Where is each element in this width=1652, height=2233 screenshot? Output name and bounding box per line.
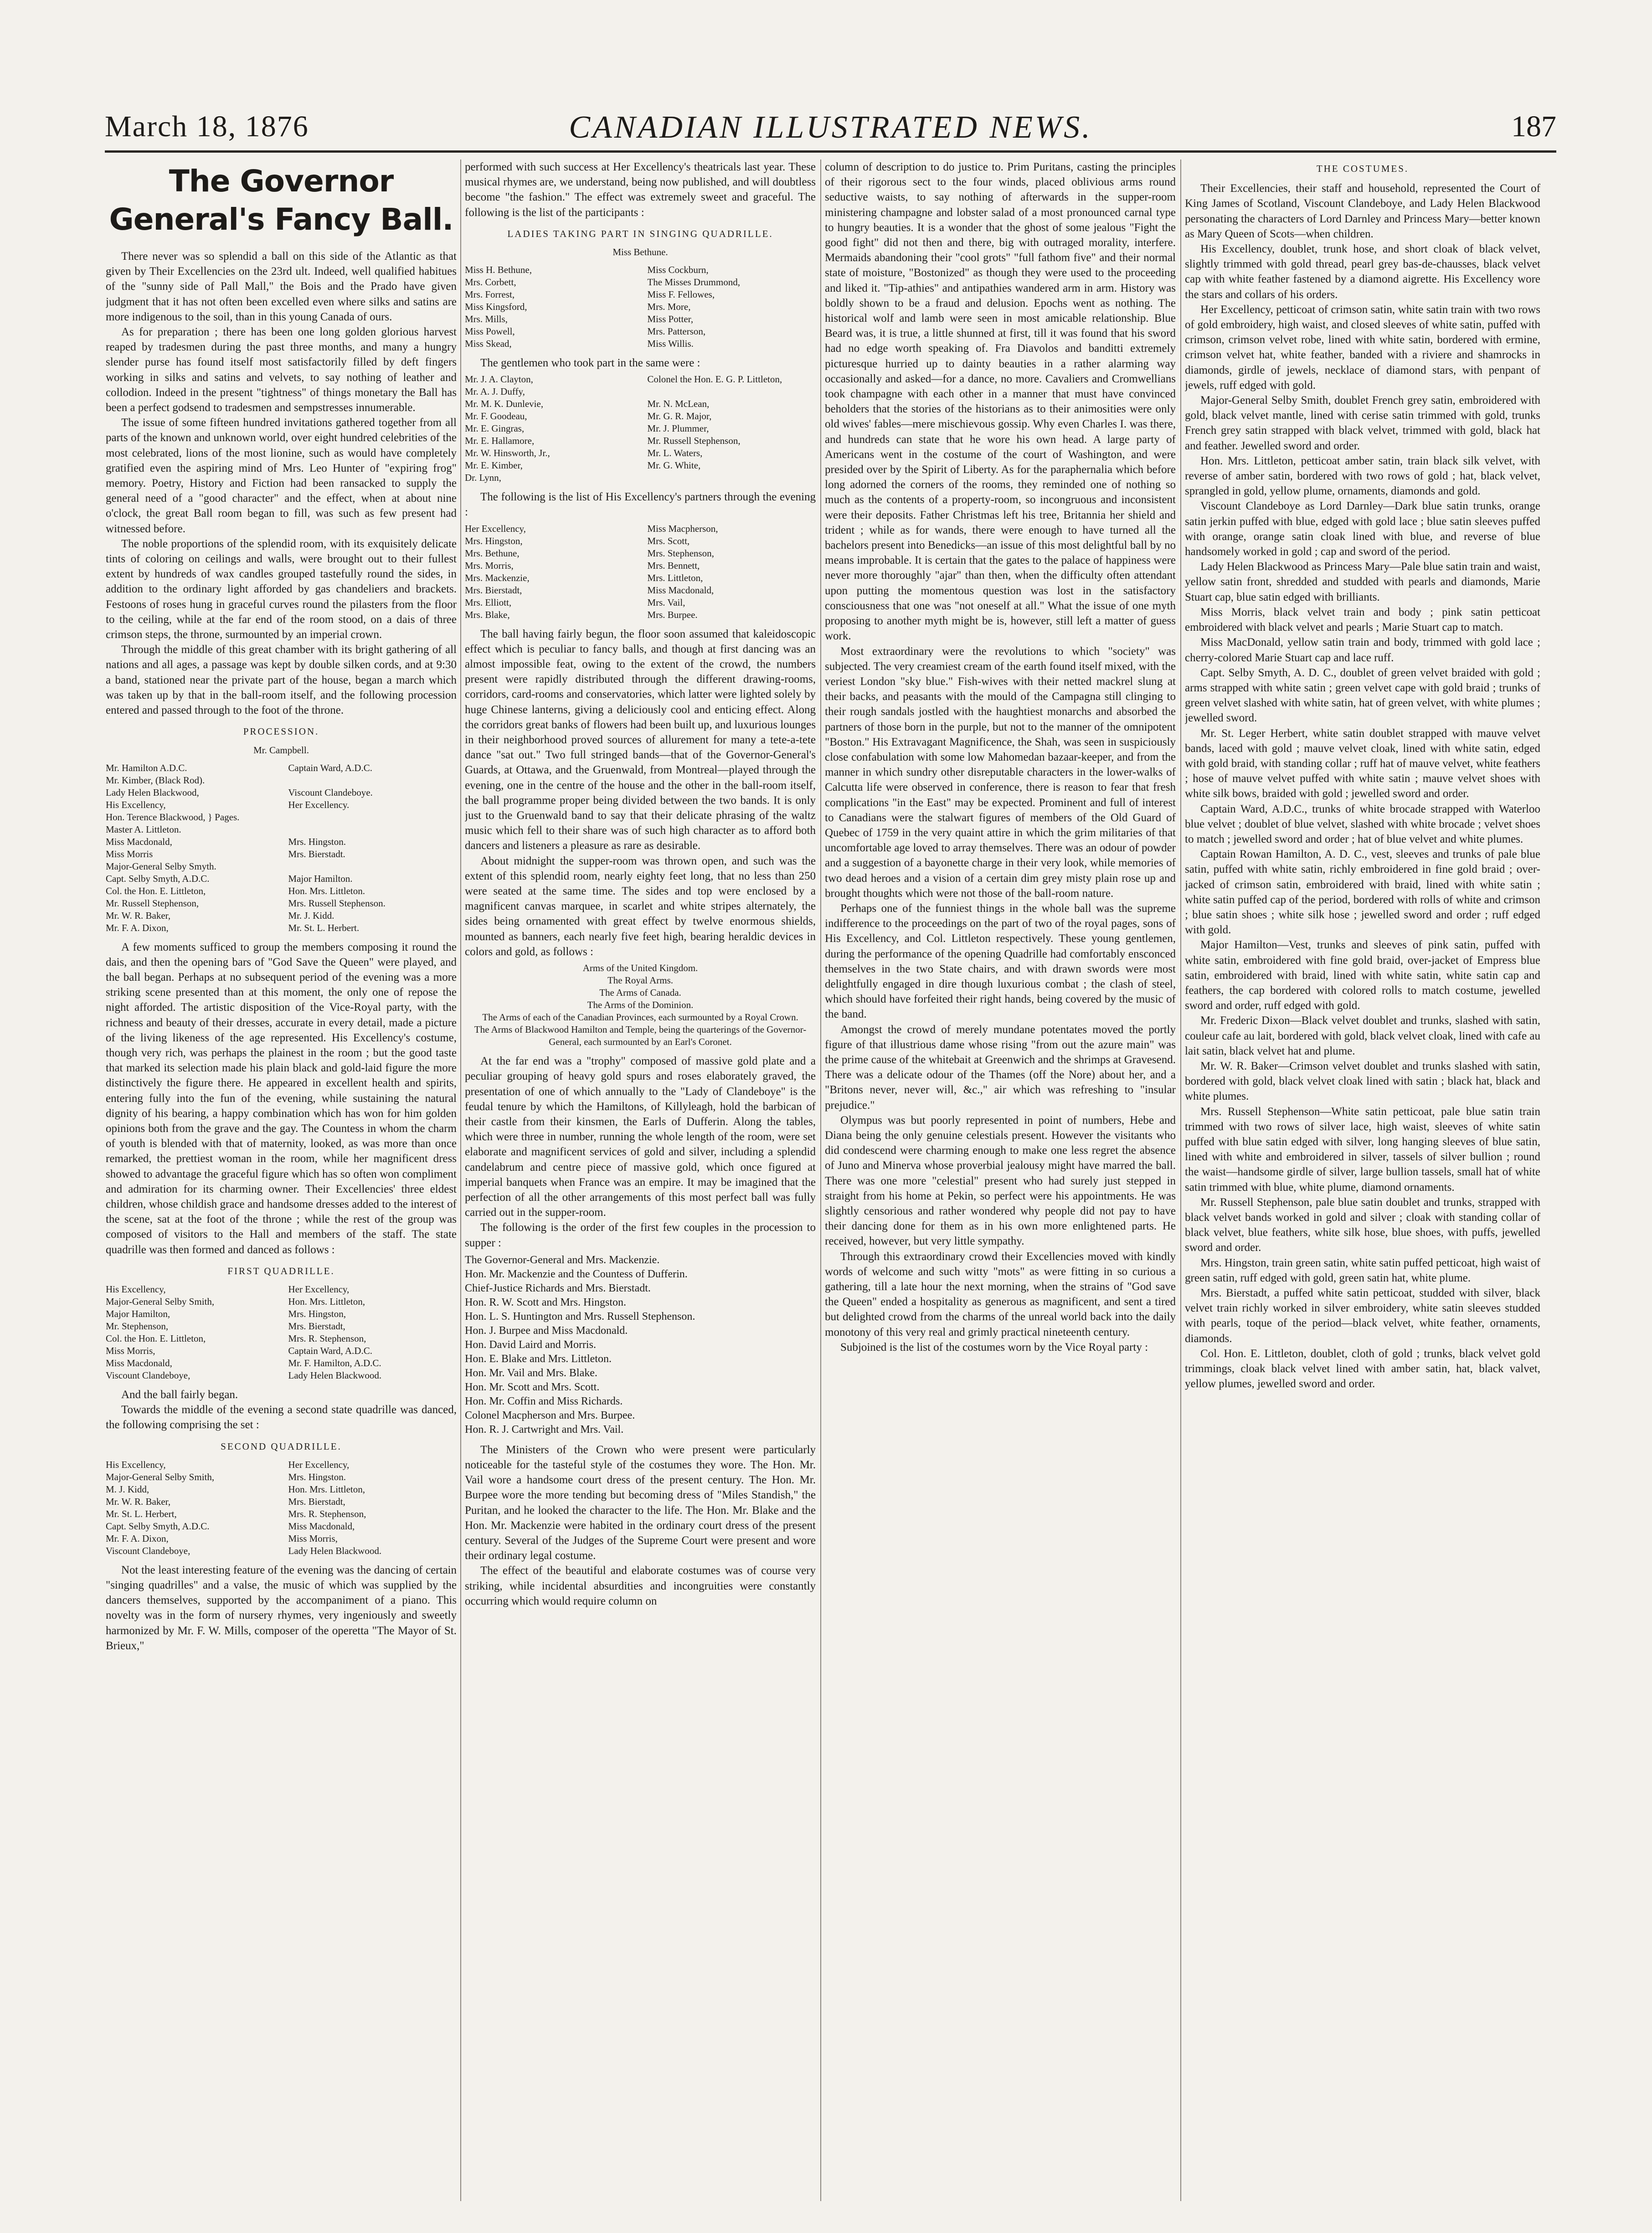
name-entry: Mrs. Bierstadt, (465, 584, 522, 596)
masthead: CANADIAN ILLUSTRATED NEWS. (569, 110, 1092, 145)
paragraph: Mrs. Bierstadt, a puffed white satin petticoat, studded with silver, black velvet train richly worked in silver embroidery, white satin sleeves studded with pearls, toque of the period—black velvet, white feather, ornaments, diamonds. (1185, 1287, 1540, 1345)
name-row (465, 338, 816, 350)
name-entry: Miss Morris, (106, 1345, 155, 1356)
name-row (465, 447, 816, 459)
name-entry: Miss Macdonald, (106, 1357, 172, 1369)
name-entry: Major-General Selby Smith, (106, 1471, 215, 1482)
name-row (106, 1296, 457, 1308)
name-entry: Mrs. Hingston. (288, 1471, 346, 1482)
paragraph: At the far end was a "trophy" composed of massive gold plate and a peculiar grouping of heavy gold spurs and roses elaborately graved, the presentation of one of which annually to the "Lady of Clandeboye" is the feudal tenure by which the Hamiltons, of Killyleagh, hold the barbican of their castle from their kinsmen, the Earls of Dufferin. Along the tables, which were three in number, running the whole length of the room, were set elaborate and magnificent services of gold and silver, including a splendid candelabrum and centre piece of massive gold, which once figured at imperial banquets when France was an empire. It may be imagined that the perfection of all the other arrangements of this most perfect ball was fully carried out in the supper-room. (465, 1055, 816, 1219)
name-entry: Colonel the Hon. E. G. P. Littleton, (647, 374, 782, 385)
name-row (465, 264, 816, 276)
page-header (105, 100, 1556, 155)
name-entry (288, 811, 457, 823)
name-entry: Mr. Russell Stephenson, (106, 897, 199, 909)
name-entry: His Excellency, (106, 1459, 166, 1470)
name-entry: Miss F. Fellowes, (647, 289, 715, 300)
list-line: Hon. J. Burpee and Miss Macdonald. (465, 1324, 628, 1337)
name-entry: Miss Macpherson, (647, 523, 718, 534)
name-row (106, 1520, 457, 1533)
name-entry: Mr. E. Gingras, (465, 423, 525, 434)
column-3 (825, 160, 1176, 2201)
name-entry: Mr. F. Hamilton, A.D.C. (288, 1357, 381, 1369)
name-entry: Capt. Selby Smyth, A.D.C. (106, 1520, 210, 1532)
paragraph: column of description to do justice to. Prim Puritans, casting the principles of their rigorous sect to the four winds, placed oblivious arms round seductive waists, to say nothing of afterwards in the supper-room ministering champagne and lobster salad of a most pronounced carnal type to hungry beauties. It is a wonder that the ghost of some jealous "Fight the good fight" did not then and there, big with outraged morality, interfere. Mermaids abandoning their "cool grots" "full fathom five" and their normal state of moisture, "Bostonized" as though they were used to the proceeding and liked it. "Tip-athies" and antipathies wandered arm in arm. History was boldly shown to be a fraud and delusion. Epochs went as nothing. The historical wolf and lamb were seen in most amicable relationship. Blue Beard was, it is true, a little shunned at first, till it was found that his sword had no edge worth speaking of. Fra Diavolos and banditti extremely picturesque hurried up to dainty beauties in a rather alarming way occasionally and asked—for a dance, no more. Cavaliers and Cromwellians took champagne with each other in a manner that must have convinced beholders that the stories of the historians as to their animosities were only old wives' fables—mere mischievous gossip. Why even Charles I. was there, and hundreds can state that he wore his own head. A large party of Americans went in the costume of the court of Washington, and were presided over by the Spirit of Liberty. As for the paraphernalia which before long adorned the corners of the rooms, they reminded one of nothing so much as the contents of a property-room, so incongruous and inconsistent were their deposits. Father Christmas left his tree, Britannia her shield and trident ; while as for wands, there were enough to have turned all the bachelors present into Benedicks—an issue of this most delightful ball by no means improbable. It is certain that the gates to the palace of happiness were never more thoroughly "ajar" than then, when the difficulty often attendant upon putting the momentous question was lost in the satisfactory consciousness that one was "not oneself at all." What the issue of one myth proposing to another myth might be is, however, still left a matter of guess work. (825, 161, 1176, 643)
name-entry: Hon. Mrs. Littleton, (288, 1296, 365, 1307)
gentlemen-list (465, 373, 816, 484)
name-row (465, 472, 816, 484)
name-entry: Miss Macdonald, (647, 584, 714, 596)
singing-lead: Miss Bethune. (612, 247, 668, 258)
name-entry: Mr. W. R. Baker, (106, 1496, 171, 1507)
name-entry: Mr. J. Plummer, (647, 423, 709, 434)
list-line: Colonel Macpherson and Mrs. Burpee. (465, 1409, 635, 1421)
list-line: Hon. Mr. Coffin and Miss Richards. (465, 1395, 623, 1407)
column-divider (460, 160, 461, 2201)
first-quadrille-heading: FIRST QUADRILLE. (227, 1265, 335, 1276)
name-entry: Her Excellency, (288, 1283, 350, 1295)
name-entry: His Excellency, (106, 799, 166, 810)
paragraph: Through the middle of this great chamber with its bright gathering of all nations and all ages, a passage was kept by double silken cords, and at 9:30 a band, stationed near the private part of the house, began a march which was taken up by that in the ball-room itself, and the following procession entered and passed through to the foot of the throne. (106, 643, 457, 717)
name-row (465, 572, 816, 584)
name-row (106, 848, 457, 860)
name-entry: Mr. W. R. Baker, (106, 910, 171, 921)
name-entry (288, 774, 457, 787)
name-entry: His Excellency, (106, 1283, 166, 1295)
name-entry: Mr. J. A. Clayton, (465, 374, 533, 385)
column-divider (820, 160, 821, 2201)
name-entry: Mrs. Scott, (647, 535, 690, 546)
paragraph: As for preparation ; there has been one long golden glorious harvest reaped by tradesmen during the past three months, and many a hungry slender purse has found itself most satisfactorily filled by deft fingers working in silks and satins and velvets, to say nothing of leather and collodion. Indeed in the present "tightness" of things monetary the Ball has been a perfect godsend to tradesmen and sempstresses innumerable. (106, 326, 457, 414)
column-divider (1180, 160, 1181, 2201)
name-row (465, 435, 816, 447)
name-row (465, 313, 816, 325)
name-entry: Mr. N. McLean, (647, 398, 710, 410)
paragraph: His Excellency, doublet, trunk hose, and short cloak of black velvet, slightly trimmed with gold thread, pearl grey bas-de-chausses, black velvet cap with white feather fastened by a diamond aigrette. His Excellency wore the stars and collars of his orders. (1185, 243, 1540, 301)
name-row (106, 1320, 457, 1333)
name-row (106, 885, 457, 897)
name-row (106, 910, 457, 922)
name-entry: Mrs. Vail, (647, 597, 685, 608)
name-entry (288, 823, 457, 836)
costumes-paragraphs (1185, 181, 1540, 1391)
name-entry: Major Hamilton, (106, 1308, 170, 1319)
name-entry: Viscount Clandeboye, (106, 1545, 190, 1556)
name-entry: Miss Kingsford, (465, 301, 527, 313)
list-line: Arms of the United Kingdom. (582, 962, 698, 974)
name-entry: The Misses Drummond, (647, 277, 740, 288)
name-entry: Captain Ward, A.D.C. (288, 762, 372, 773)
name-entry: Mr. Kimber, (Black Rod). (106, 774, 205, 786)
name-entry (647, 386, 816, 398)
list-line: The Arms of each of the Canadian Provinces, each surmounted by a Royal Crown. (482, 1012, 798, 1023)
name-row (106, 823, 457, 836)
name-entry: Mr. A. J. Duffy, (465, 386, 525, 397)
list-line: The Royal Arms. (607, 975, 674, 986)
name-row (106, 1508, 457, 1520)
paragraph: Their Excellencies, their staff and household, represented the Court of King James of Scotland, Viscount Clandeboye, and Lady Helen Blackwood personating the characters of Lord Darnley and Princess Mary—better known as Mary Queen of Scots—when children. (1185, 182, 1540, 240)
name-row (106, 1283, 457, 1296)
paragraph: Hon. Mrs. Littleton, petticoat amber satin, train black silk velvet, with reverse of amber satin, bordered with two rows of gold ; hat, black velvet, sprangled in gold, yellow plume, ornaments, diamonds and gold. (1185, 454, 1540, 498)
paragraph: There never was so splendid a ball on this side of the Atlantic as that given by Their Excellencies on the 23rd ult. Indeed, well qualified habitues of the "sunny side of Pall Mall," the Bois and the Prado have given judgment that it has not often been excelled even where silks and satins are more indigenous to the soil, than in this young Canada of ours. (106, 250, 457, 323)
column-2 (465, 160, 816, 2201)
name-entry: Col. the Hon. E. Littleton, (106, 1333, 206, 1344)
name-entry: Mr. W. Hinsworth, Jr., (465, 448, 550, 459)
list-line: Hon. Mr. Mackenzie and the Countess of Dufferin. (465, 1268, 688, 1280)
paragraph: Her Excellency, petticoat of crimson satin, white satin train with two rows of gold embroidery, high waist, and closed sleeves of white satin, puffed with crimson, crimson velvet robe, lined with white satin, bordered with ermine, crimson velvet hat, white feather, banded with a riviere and shamrocks in diamonds, girdle of jewels, necklace of diamond stars, with penpant of jewels, ruff edged with gold. (1185, 303, 1540, 391)
list-line: The Arms of Canada. (599, 987, 681, 998)
name-row (106, 762, 457, 774)
name-entry: Miss Willis. (647, 338, 694, 350)
list-line: Hon. David Laird and Morris. (465, 1338, 596, 1351)
list-line: Hon. L. S. Huntington and Mrs. Russell Stephenson. (465, 1310, 695, 1322)
paragraph: Lady Helen Blackwood as Princess Mary—Pale blue satin train and waist, yellow satin front, shredded and studded with pearls and diamonds, Marie Stuart cap, blue satin edged with brilliants. (1185, 561, 1540, 603)
second-quadrille-heading: SECOND QUADRILLE. (221, 1441, 342, 1452)
name-row (106, 1459, 457, 1471)
paragraph: The ball having fairly begun, the floor soon assumed that kaleidoscopic effect which is peculiar to fancy balls, and though at first dancing was an almost impossible feat, owing to the extent of the crowd, the numbers present were rapidly distributed through the different drawing-rooms, corridors, card-rooms and conservatories, which latter were lighted solely by huge Chinese lanterns, giving a deliciously cool and enticing effect. Along the corridors great banks of flowers had been built up, and luxurious lounges in their neighborhood proved sources of allurement for many a tete-a-tete dance "sat out." Two full stringed bands—that of the Governor-General's Guards, at Ottawa, and the Gruenwald, from Montreal—played through the evening, one in the centre of the house and the other in the ball-room itself, the ball programme proper being divided between the two bands. It is only just to the Gruenwald band to say that their delicate phrasing of the waltz music which fell to their share was of such high character as to afford both dancers and listeners a pleasure as rare as desirable. (465, 628, 816, 852)
procession-lead: Mr. Campbell. (253, 744, 309, 756)
name-row (106, 1308, 457, 1320)
article-title: The Governor General's Fancy Ball. (109, 164, 453, 237)
name-entry: Viscount Clandeboye. (288, 787, 373, 798)
paragraph: The Ministers of the Crown who were present were particularly noticeable for the tasteful style of the costumes they wore. The Hon. Mr. Vail wore a handsome court dress of the present century. The Hon. Mr. Burpee wore the more tending but becoming dress of "Miles Standish," the Puritan, and he looked the character to the life. The Hon. Mr. Blake and the Hon. Mr. Mackenzie were habited in the ordinary court dress of the present century. Several of the Judges of the Supreme Court were present and wore their ordinary legal costume. (465, 1443, 816, 1562)
paragraph: Col. Hon. E. Littleton, doublet, cloth of gold ; trunks, black velvet gold trimmings, cloak black velvet lined with amber satin, hat, black valvet, yellow plumes, jewelled sword and order. (1185, 1347, 1540, 1390)
name-row (106, 1545, 457, 1557)
paragraph: The noble proportions of the splendid room, with its exquisitely delicate tints of coloring on ceilings and walls, were brought out to their fullest extent by hundreds of wax candles grouped tastefully round the sides, in addition to the ordinary light afforded by gas chandeliers and brackets. Festoons of roses hung in graceful curves round the pilasters from the floor to the ceiling, while at the far end of the room stood, on a dais of three crimson steps, the throne, surmounted by an imperial crown. (106, 537, 457, 641)
name-row (465, 288, 816, 301)
name-entry: Mr. Stephenson, (106, 1320, 169, 1332)
paragraph: Mr. St. Leger Herbert, white satin doublet strapped with mauve velvet bands, laced with gold ; mauve velvet cloak, lined with white satin, edged with gold braid, with standing collar ; ruff hat of mauve velvet, white feathers ; hose of mauve velvet puffed with white satin ; mauve velvet shoes with white silk bows, braided with gold ; jewelled sword and order. (1185, 727, 1540, 800)
paragraph: Major Hamilton—Vest, trunks and sleeves of pink satin, puffed with white satin, embroidered with fine gold braid, over-jacket of Empress blue satin, embroidered with braid, lined with white satin, white satin cap and feathers, the cap bordered with colored rolls to match costume, jewelled sword and order, ruff edged with gold. (1185, 939, 1540, 1012)
name-entry: Mr. F. A. Dixon, (106, 922, 169, 933)
paragraph: Through this extraordinary crowd their Excellencies moved with kindly words of welcome and such witty "mots" as were fitting in so curious a gathering, till a late hour the next morning, when the strains of "God save the Queen" ended a hospitality as generous as magnificent, and sent a tired but delighted crowd from the charms of the unreal world back into the daily monotony of this very real and grimly practical nineteenth century. (825, 1250, 1176, 1338)
list-line: Hon. R. J. Cartwright and Mrs. Vail. (465, 1423, 624, 1436)
name-entry: Mrs. Blake, (465, 609, 510, 620)
arms-list (465, 962, 816, 1048)
paragraph: The effect of the beautiful and elaborate costumes was of course very striking, while incidental absurdities and incongruities were constantly occurring which would require column on (465, 1564, 816, 1607)
name-row (106, 1369, 457, 1382)
name-row (106, 1533, 457, 1545)
name-row (465, 609, 816, 621)
supper-list (465, 1253, 816, 1437)
paragraph: Captain Rowan Hamilton, A. D. C., vest, sleeves and trunks of pale blue satin, puffed with white satin, richly embroidered in fine gold braid ; over-jacked of crimson satin, embroidered with braid, lined with white satin ; white satin puffed cap of the period, bordered with rolls of white and crimson ; blue satin shoes ; white silk hose ; jewelled sword and order ; ruff edged with gold. (1185, 848, 1540, 936)
name-entry: Mr. F. A. Dixon, (106, 1533, 169, 1544)
paragraph: Mrs. Russell Stephenson—White satin petticoat, pale blue satin train trimmed with two rows of silver lace, high waist, sleeves of white satin puffed with blue satin edged with silver, long hanging sleeves of blue satin, lined with white and embroidered in silver, tassels of silver bullion ; round the waist—handsome girdle of silver, large bullion tassels, small hat of white satin trimmed with blue, white plume, diamond ornaments. (1185, 1105, 1540, 1194)
name-entry: Mrs. Littleton, (647, 572, 703, 583)
name-entry: Miss Morris, (288, 1533, 338, 1544)
name-entry: Capt. Selby Smyth, A.D.C. (106, 873, 210, 884)
paragraph: Miss MacDonald, yellow satin train and body, trimmed with gold lace ; cherry-colored Marie Stuart cap and lace ruff. (1185, 636, 1540, 664)
name-row (106, 1357, 457, 1369)
name-entry: Mrs. R. Stephenson, (288, 1508, 366, 1519)
name-row (106, 1496, 457, 1508)
costumes-heading: THE COSTUMES. (1316, 163, 1409, 174)
name-row (106, 1345, 457, 1357)
name-row (465, 523, 816, 535)
paragraph: Mr. Russell Stephenson, pale blue satin doublet and trunks, strapped with black velvet bands worked in gold and silver ; cloak with standing collar of black velvet, blue feathers, white silk hose, blue shoes, with puffs, jewelled sword and order. (1185, 1196, 1540, 1254)
name-entry: Miss Macdonald, (288, 1520, 355, 1532)
name-row (465, 597, 816, 609)
name-entry: Mr. St. L. Herbert. (288, 922, 360, 933)
paragraph: A few moments sufficed to group the members composing it round the dais, and then the opening bars of "God Save the Queen" were played, and the ball began. Perhaps at no subsequent period of the evening was a more striking scene presented than at this moment, the only one of repose the night afforded. The artistic disposition of the Vice-Royal party, with the richness and beauty of their dresses, accurate in every detail, made a picture of the living likeness of the age represented. His Excellency's costume, though very rich, was perhaps the plainest in the room ; but the good taste that marked its selection made his plain black and gold-laid figure the more distinctively the figure there. He appeared in excellent health and spirits, entering fully into the fun of the evening, while sustaining the natural dignity of his bearing, a happy combination which has won for him golden opinions both from the grave and the gay. The Countess in whom the charm of youth is blended with that of maternity, looked, as was more than once remarked, the prettiest woman in the room, while her magnificent dress showed to advantage the graceful figure which has so often won compliment and admiration for its charming owner. Their Excellencies' three eldest children, whose childish grace and handsome dresses added to the interest of the scene, sat at the foot of the throne ; while the rest of the group was composed of visitors to the Hall and members of the staff. The state quadrille was then formed and danced as follows : (106, 941, 457, 1256)
paragraph: The gentlemen who took part in the same were : (480, 357, 700, 370)
name-row (106, 897, 457, 910)
name-entry: M. J. Kidd, (106, 1483, 149, 1495)
name-row (465, 459, 816, 472)
name-entry: Mrs. Russell Stephenson. (288, 897, 386, 909)
name-entry: Mrs. Mills, (465, 314, 508, 325)
name-entry: Mrs. Morris, (465, 560, 514, 571)
paragraph: Major-General Selby Smith, doublet French grey satin, embroidered with gold, black velvet mantle, lined with cerise satin trimmed with gold, trunks French grey satin strapped with black velvet, trimmed with gold, black hat and feather. Jewelled sword and order. (1185, 394, 1540, 452)
name-entry: Mrs. Burpee. (647, 609, 698, 620)
name-entry: Lady Helen Blackwood. (288, 1369, 382, 1381)
name-entry: Mrs. Stephenson, (647, 547, 714, 559)
singing-ladies-list (465, 264, 816, 350)
list-line: Hon. Mr. Scott and Mrs. Scott. (465, 1381, 600, 1393)
paragraph: Not the least interesting feature of the evening was the dancing of certain "singing quadrilles" and a valse, the music of which was supplied by the dancers themselves, supported by the accompaniment of a piano. This novelty was in the form of nursery rhymes, very ingeniously and sweetly harmonized by Mr. F. W. Mills, composer of the operetta "The Mayor of St. Brieux," (106, 1564, 457, 1652)
name-entry: Miss Cockburn, (647, 264, 709, 276)
name-row (465, 373, 816, 386)
name-row (106, 1483, 457, 1496)
name-row (106, 1333, 457, 1345)
name-entry: Mrs. Hingston, (288, 1308, 346, 1319)
name-entry: Hon. Terence Blackwood, } Pages. (106, 811, 240, 823)
name-entry: Mrs. Bierstadt, (288, 1320, 345, 1332)
name-row (106, 811, 457, 823)
second-quadrille-list (106, 1459, 457, 1557)
name-entry: Mrs. Hingston. (288, 836, 346, 847)
name-entry: Mrs. Bethune, (465, 547, 520, 559)
name-row (465, 301, 816, 313)
name-entry: Mrs. Forrest, (465, 289, 515, 300)
paragraph: The following is the order of the first few couples in the procession to supper : (465, 1221, 816, 1249)
name-entry: Col. the Hon. E. Littleton, (106, 885, 206, 896)
name-row (465, 560, 816, 572)
name-entry: Major-General Selby Smith, (106, 1296, 215, 1307)
name-row (106, 774, 457, 787)
name-row (465, 422, 816, 435)
name-entry: Major Hamilton. (288, 873, 353, 884)
header-rule (105, 150, 1556, 153)
name-row (465, 386, 816, 398)
paragraph: Mr. W. R. Baker—Crimson velvet doublet and trunks slashed with satin, bordered with gold, black velvet cloak lined with satin ; black hat, black and white plumes. (1185, 1060, 1540, 1103)
name-entry: Mrs. Bennett, (647, 560, 700, 571)
name-row (465, 547, 816, 560)
paragraph: Subjoined is the list of the costumes worn by the Vice Royal party : (840, 1341, 1148, 1353)
name-row (106, 787, 457, 799)
paragraph: Miss Morris, black velvet train and body ; pink satin petticoat embroidered with black velvet and pearls ; Marie Stuart cap to match. (1185, 606, 1540, 634)
name-entry: Mrs. Bierstadt, (288, 1496, 345, 1507)
list-line: The Governor-General and Mrs. Mackenzie. (465, 1254, 660, 1266)
name-entry: Mrs. More, (647, 301, 691, 313)
name-entry: Miss H. Bethune, (465, 264, 532, 276)
name-entry: Captain Ward, A.D.C. (288, 1345, 372, 1356)
name-entry: Hon. Mrs. Littleton, (288, 1483, 365, 1495)
name-row (106, 799, 457, 811)
name-entry: Mr. E. Hallamore, (465, 435, 535, 447)
name-entry: Mrs. R. Stephenson, (288, 1333, 366, 1344)
name-entry: Mr. J. Kidd. (288, 910, 335, 921)
name-entry: Miss Powell, (465, 326, 515, 337)
paragraph: Mr. Frederic Dixon—Black velvet doublet and trunks, slashed with satin, couleur cafe au lait, bordered with gold, black velvet cloak, lined with cafe au lait satin, black velvet hat and plume. (1185, 1014, 1540, 1057)
list-line: The Arms of Blackwood Hamilton and Temple, being the quarterings of the Governor-General, each surmounted by an Earl's Coronet. (474, 1024, 807, 1048)
list-line: Hon. Mr. Vail and Mrs. Blake. (465, 1367, 597, 1379)
name-row (106, 836, 457, 848)
name-entry: Miss Skead, (465, 338, 512, 350)
name-entry: Mrs. Elliott, (465, 597, 512, 608)
name-entry: Lady Helen Blackwood, (106, 787, 199, 798)
list-line: Hon. E. Blake and Mrs. Littleton. (465, 1353, 612, 1365)
name-entry: Mrs. Hingston, (465, 535, 523, 546)
name-entry: Mr. Hamilton A.D.C. (106, 762, 187, 773)
list-line: Hon. R. W. Scott and Mrs. Hingston. (465, 1296, 627, 1308)
paragraph: performed with such success at Her Excellency's theatricals last year. These musical rhymes are, we understand, being now published, and will doubtless become "the fashion." The effect was extremely sweet and graceful. The following is the list of the participants : (465, 161, 816, 219)
issue-date: March 18, 1876 (105, 110, 309, 143)
name-row (465, 584, 816, 597)
paragraph: Capt. Selby Smyth, A. D. C., doublet of green velvet braided with gold ; arms strapped with white satin ; green velvet cape with gold braid ; trunks of green velvet slashed with white satin, hat of green velvet, with white plumes ; jewelled sword. (1185, 666, 1540, 725)
name-entry (647, 472, 816, 484)
name-entry: Mr. Russell Stephenson, (647, 435, 741, 447)
paragraph: The following is the list of His Excellency's partners through the evening : (465, 491, 816, 519)
name-entry: Mrs. Bierstadt. (288, 848, 345, 859)
name-row (465, 410, 816, 422)
name-entry: Lady Helen Blackwood. (288, 1545, 382, 1556)
name-entry: Miss Morris (106, 848, 153, 859)
procession-heading: PROCESSION. (243, 726, 319, 737)
paragraph: Mrs. Hingston, train green satin, white satin puffed petticoat, high waist of green satin, ruff edged with gold, green satin hat, white plume. (1185, 1256, 1540, 1284)
name-entry: Mrs. Corbett, (465, 277, 516, 288)
name-row (465, 398, 816, 410)
column-4 (1185, 160, 1540, 2201)
paragraph: Most extraordinary were the revolutions to which "society" was subjected. The very creamiest cream of the earth found itself mixed, with the veriest London "sky blue." Fish-wives with their netted mackrel slung at their backs, and peasants with the mould of the Campagna still clinging to their rough sandals jostled with the haughtiest monarchs and absorbed the partners of those born in the purple, but not to the manner of the omnipotent "Boston." His Extravagant Magnificence, the Shah, was seen in suspiciously close confabulation with some low Mahomedan bazaar-keeper, and from the manner in which sundry other disreputable characters in the lower-walks of Calcutta life were observed in conference, there is reason to fear that fresh complications "in the East" may be expected. Prominent and full of interest to Canadians were the stalwart figures of members of the Old Guard of Quebec of 1759 in the very quaint attire in which the grim militaries of that uncomfortable age loved to array themselves. There was an odour of powder and a suggestion of a bayonette charge in their very look, while memories of two dead heroes and a vision of a certain dim grey misty plain rose up and brought thoughts which were not those of the ball-room nature. (825, 645, 1176, 900)
name-entry: Mr. E. Kimber, (465, 460, 523, 471)
name-row (465, 276, 816, 288)
name-entry: Mrs. Patterson, (647, 326, 706, 337)
paragraph: About midnight the supper-room was thrown open, and such was the extent of this splendid room, nearly eighty feet long, that no less than 250 were seated at the same time. The sides and top were enclosed by a magnificent canvas marquee, in scarlet and white stripes alternately, the sides being ornamented with great effect by twelve enormous shields, mounted as banners, each nearly five feet high, bearing heraldic devices in colors and gold, as follows : (465, 854, 816, 958)
name-entry: Her Excellency, (465, 523, 526, 534)
name-entry: Mr. F. Goodeau, (465, 411, 527, 422)
name-entry: Mr. G. R. Major, (647, 411, 712, 422)
name-entry (288, 860, 457, 873)
name-entry: Mr. L. Waters, (647, 448, 703, 459)
name-entry: Hon. Mrs. Littleton. (288, 885, 365, 896)
name-row (106, 860, 457, 873)
paragraph: Perhaps one of the funniest things in the whole ball was the supreme indifference to the proceedings on the part of two of the royal pages, sons of His Excellency, and Col. Littleton respectively. These young gentlemen, during the performance of the opening Quadrille had comfortably ensconced themselves in the two State chairs, and with drawn swords were most delightfully engaged in dire though luxurious combat ; the clash of steel, which should have forfeited their right hands, being covered by the music of the band. (825, 902, 1176, 1021)
page-number: 187 (1511, 110, 1556, 143)
procession-list (106, 762, 457, 934)
paragraph: And the ball fairly began. (121, 1388, 238, 1401)
name-entry: Mr. G. White, (647, 460, 701, 471)
name-row (106, 922, 457, 934)
name-entry: Mr. M. K. Dunlevie, (465, 398, 544, 410)
name-entry: Mrs. Mackenzie, (465, 572, 530, 583)
name-entry: Her Excellency, (288, 1459, 350, 1470)
name-row (106, 873, 457, 885)
name-row (465, 325, 816, 338)
partners-list (465, 523, 816, 621)
singing-quadrille-heading: LADIES TAKING PART IN SINGING QUADRILLE. (507, 228, 773, 239)
column-1 (106, 160, 457, 2201)
name-entry: Miss Macdonald, (106, 836, 172, 847)
name-entry: Miss Potter, (647, 314, 694, 325)
list-line: The Arms of the Dominion. (587, 999, 694, 1011)
name-entry: Mr. St. L. Herbert, (106, 1508, 177, 1519)
name-entry: Her Excellency. (288, 799, 350, 810)
name-row (106, 1471, 457, 1483)
name-entry: Dr. Lynn, (465, 472, 501, 484)
name-entry: Master A. Littleton. (106, 823, 181, 835)
paragraph: Captain Ward, A.D.C., trunks of white brocade strapped with Waterloo blue velvet ; doublet of blue velvet, slashed with white brocade ; velvet shoes to match ; jewelled sword and order ; hat of blue velvet and white plumes. (1185, 803, 1540, 845)
paragraph: Olympus was but poorly represented in point of numbers, Hebe and Diana being the only genuine celestials present. However the visitants who did condescend were charming enough to make one less regret the absence of Juno and Minerva whose proverbial jealousy might have marred the ball. There was one more "celestial" present who had surely just stepped in straight from his home at Pekin, so perfect were his appointments. He was slightly censorious and rather wondered why people did not pay to have their dancing done for them as in his own more enlightened parts. He received, however, but very little sympathy. (825, 1114, 1176, 1248)
paragraph: Towards the middle of the evening a second state quadrille was danced, the following comprising the set : (106, 1404, 457, 1431)
paragraph: Viscount Clandeboye as Lord Darnley—Dark blue satin trunks, orange satin jerkin puffed with blue, edged with gold lace ; blue satin sleeves puffed with orange, orange satin cloak lined with blue, and reverse of blue handsomely worked in gold ; cap and sword of the period. (1185, 500, 1540, 558)
name-entry: Major-General Selby Smyth. (106, 860, 216, 872)
list-line: Chief-Justice Richards and Mrs. Bierstadt. (465, 1282, 651, 1294)
paragraph: The issue of some fifteen hundred invitations gathered together from all parts of the known and unknown world, over eight hundred celebrities of the most celebrated, lions of the most lionine, such as would have completely gratified even the aspiring mind of Mrs. Leo Hunter of "expiring frog" memory. Poetry, History and Fiction had been ransacked to supply the general need of a "good character" and the effect, when at about nine o'clock, the great Ball room began to fill, was such as few present had witnessed before. (106, 417, 457, 535)
name-row (465, 535, 816, 547)
first-quadrille-list (106, 1283, 457, 1382)
name-entry: Viscount Clandeboye, (106, 1369, 190, 1381)
paragraph: Amongst the crowd of merely mundane potentates moved the portly figure of that illustrious dame whose rising "from out the azure main" was the prime cause of the whitebait at Greenwich and the shrimps at Gravesend. There was a delicate odour of the Thames (off the Nore) about her, and a "Britons never, never will, &c.," air which was refreshing to "insular prejudice." (825, 1023, 1176, 1111)
